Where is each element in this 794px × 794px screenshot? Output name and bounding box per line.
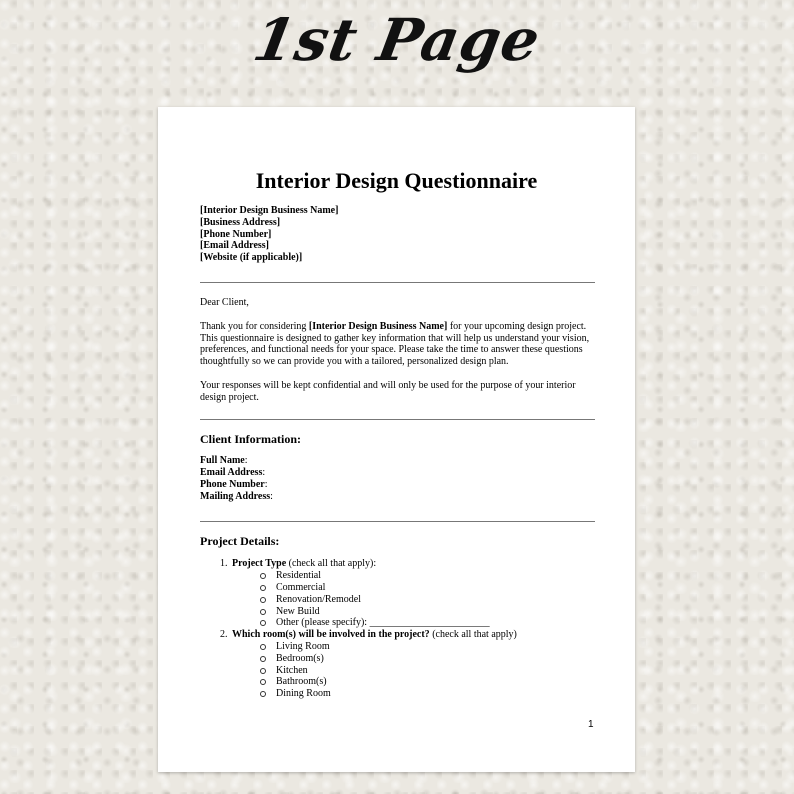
project-questions	[200, 558, 595, 700]
circle-bullet-icon	[260, 609, 266, 615]
document-body	[200, 205, 595, 700]
business-header	[200, 205, 595, 264]
field-colon: :	[264, 478, 268, 490]
divider	[200, 282, 595, 283]
circle-bullet-icon	[260, 679, 266, 685]
intro-prefix: Thank you for considering	[200, 320, 309, 332]
option-list	[232, 641, 595, 700]
circle-bullet-icon	[260, 597, 266, 603]
intro-paragraph	[200, 321, 595, 368]
confidential-paragraph: Your responses will be kept confidential and will only be used for the purpose of your interior design project.	[200, 379, 576, 403]
option-item[interactable]	[260, 582, 595, 594]
page-number: 1	[588, 719, 594, 730]
field-label: Mailing Address	[200, 490, 271, 502]
intro-suffix: for your upcoming design project. This questionnaire is designed to gather key information that will help us understand your vision, preferences, and functional needs for your space. Please take the time to answer these questions thoughtfully so we can provide you with a tailored, personalized design plan.	[200, 320, 590, 368]
field-email-address	[200, 467, 595, 479]
header-phone: [Phone Number]	[200, 228, 272, 240]
question-label: Project Type	[232, 558, 287, 570]
circle-bullet-icon	[260, 668, 266, 674]
option-label: Commercial	[276, 581, 326, 593]
question-note: (check all that apply):	[286, 558, 377, 570]
divider	[200, 521, 595, 522]
option-item[interactable]	[260, 606, 595, 618]
field-colon: :	[262, 467, 266, 479]
option-item[interactable]	[260, 617, 595, 629]
field-colon: :	[244, 455, 248, 467]
client-info-heading: Client Information:	[200, 431, 301, 446]
circle-bullet-icon	[260, 656, 266, 662]
option-item[interactable]	[260, 594, 595, 606]
option-item[interactable]	[260, 676, 595, 688]
header-website: [Website (if applicable)]	[200, 252, 303, 264]
question-label: Which room(s) will be involved in the project?	[232, 629, 430, 641]
option-item[interactable]	[260, 570, 595, 582]
circle-bullet-icon	[260, 620, 266, 626]
option-label: Residential	[276, 570, 321, 582]
option-item[interactable]	[260, 653, 595, 665]
project-details-heading: Project Details:	[200, 533, 280, 548]
option-label: Dining Room	[276, 688, 331, 700]
divider	[200, 419, 595, 420]
option-label: New Build	[276, 605, 320, 617]
circle-bullet-icon	[260, 585, 266, 591]
option-item[interactable]	[260, 641, 595, 653]
circle-bullet-icon	[260, 573, 266, 579]
client-info-fields	[200, 455, 595, 502]
option-label: Bathroom(s)	[276, 676, 327, 688]
question-note: (check all that apply)	[429, 629, 517, 641]
field-label: Full Name	[200, 455, 245, 467]
field-phone-number	[200, 479, 595, 491]
document-title: Interior Design Questionnaire	[255, 168, 538, 193]
intro-business-name: [Interior Design Business Name]	[308, 320, 448, 332]
field-mailing-address	[200, 491, 595, 503]
option-list	[232, 570, 595, 629]
question-rooms-involved	[230, 629, 595, 700]
option-label: Renovation/Remodel	[276, 593, 361, 605]
header-email: [Email Address]	[200, 240, 269, 252]
field-label: Email Address	[200, 467, 263, 479]
option-label: Other (please specify): ________________________	[276, 617, 490, 629]
option-item[interactable]	[260, 665, 595, 677]
banner-title: 1st Page	[248, 6, 546, 74]
question-project-type	[230, 558, 595, 629]
field-full-name	[200, 455, 595, 467]
option-label: Bedroom(s)	[276, 652, 324, 664]
header-business-address: [Business Address]	[200, 216, 281, 228]
field-colon: :	[270, 490, 273, 502]
option-label: Kitchen	[276, 664, 308, 676]
circle-bullet-icon	[260, 691, 266, 697]
header-business-name: [Interior Design Business Name]	[200, 205, 339, 216]
salutation: Dear Client,	[200, 296, 249, 308]
option-label: Living Room	[276, 640, 330, 652]
field-label: Phone Number	[200, 478, 265, 490]
circle-bullet-icon	[260, 644, 266, 650]
option-item[interactable]	[260, 688, 595, 700]
